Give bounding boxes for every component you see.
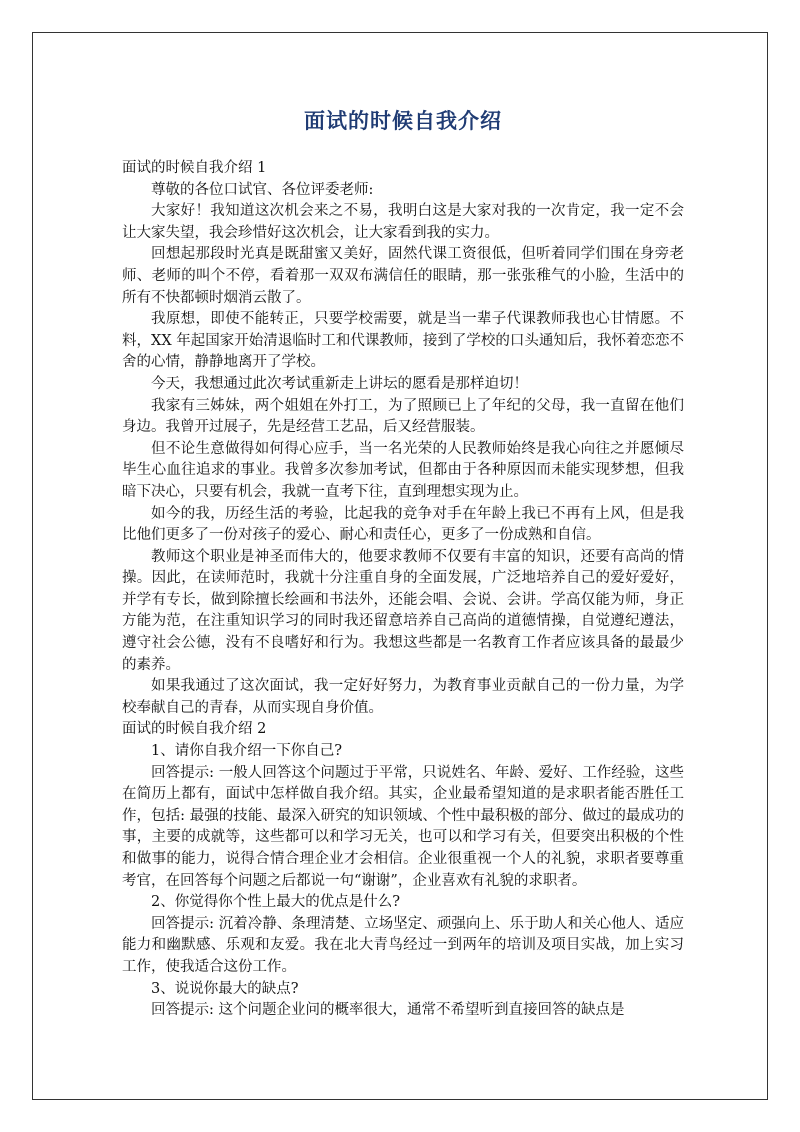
- section-heading: 面试的时候自我介绍 2: [122, 721, 267, 738]
- paragraph: 我家有三姊妹，两个姐姐在外打工，为了照顾已上了年纪的父母，我一直留在他们身边。我曾开过展子，先是经营工艺品，后又经营服装。: [122, 397, 684, 436]
- section-heading: 面试的时候自我介绍 1: [122, 160, 267, 176]
- document-title: 面试的时候自我介绍: [304, 108, 502, 133]
- paragraph: 教师这个职业是神圣而伟大的，他要求教师不仅要有丰富的知识，还要有高尚的情操。因此，在读师范时，我就十分注重自身的全面发展，广泛地培养自己的爱好爱好，并学有专长，做到除擅长绘画和书法外，还能会唱、会说、会讲。学高仅能为师，身正方能为范，在注重知识学习的同时我还留意培养自己高尚的道德情操，自觉遵纪遵法，遵守社会公德，没有不良嗜好和行为。我想这些都是一名教育工作者应该具备的最最少的素养。: [122, 548, 684, 673]
- paragraph: 回想起那段时光真是既甜蜜又美好，固然代课工资很低，但听着同学们围在身旁老师、老师的叫个不停，看着那一双双布满信任的眼睛，那一张张稚气的小脸，生活中的所有不快都顿时烟消云散了。: [122, 246, 684, 306]
- paragraph: 尊敬的各位口试官、各位评委老师:: [151, 181, 374, 198]
- paragraph: 如果我通过了这次面试，我一定好好努力，为教育事业贡献自己的一份力量，为学校奉献自己的青春，从而实现自身价值。: [122, 678, 684, 716]
- paragraph: 今天，我想通过此次考试重新走上讲坛的愿看是那样迫切！: [151, 375, 528, 392]
- paragraph: 我原想，即使不能转正，只要学校需要，就是当一辈子代课教师我也心甘情愿。不料，XX 年起国家开始清退临时工和代课教师，接到了学校的口头通知后，我怀着恋恋不舍的心情，静静地离开了学校。: [122, 311, 684, 371]
- document-body: [122, 158, 684, 1022]
- paragraph: 1、请你自我介绍一下你自己?: [151, 743, 342, 760]
- paragraph: 3、说说你最大的缺点?: [151, 980, 299, 997]
- paragraph: 回答提示: 沉着冷静、条理清楚、立场坚定、顽强向上、乐于助人和关心他人、适应能力和幽默感、乐观和友爱。我在北大青鸟经过一到两年的培训及项目实战，加上实习工作，使我适合这份工作。: [122, 915, 684, 975]
- paragraph: 大家好！我知道这次机会来之不易，我明白这是大家对我的一次肯定，我一定不会让大家失望，我会珍惜好这次机会，让大家看到我的实力。: [122, 203, 684, 241]
- paragraph: 2、你觉得你个性上最大的优点是什么?: [151, 894, 400, 911]
- paragraph: 如今的我，历经生活的考验，比起我的竞争对手在年龄上我已不再有上风，但是我比他们更多了一份对孩子的爱心、耐心和责任心，更多了一份成熟和自信。: [122, 505, 684, 544]
- paragraph: 但不论生意做得如何得心应手，当一名光荣的人民教师始终是我心向往之并愿倾尽毕生心血往追求的事业。我曾多次参加考试，但都由于各种原因而未能实现梦想，但我暗下决心，只要有机会，我就一直考下往，直到理想实现为止。: [122, 440, 684, 500]
- paragraph: 回答提示: 这个问题企业问的概率很大，通常不希望听到直接回答的缺点是: [151, 1002, 625, 1019]
- paragraph: 回答提示: 一般人回答这个问题过于平常，只说姓名、年龄、爱好、工作经验，这些在简历上都有，面试中怎样做自我介绍。其实，企业最希望知道的是求职者能否胜任工作，包括: 最强的技能、最深入研究的知识领域、个性中最积极的部分、做过的最成功的事，主要的成就等，这些都可以和学习无关，也可以和学习有关，但要突出积极的个性和做事的能力，说得合情合理企业才会相信。企业很重视一个人的礼貌，求职者要尊重考官，在回答每个问题之后都说一句“谢谢”，企业喜欢有礼貌的求职者。: [122, 764, 684, 889]
